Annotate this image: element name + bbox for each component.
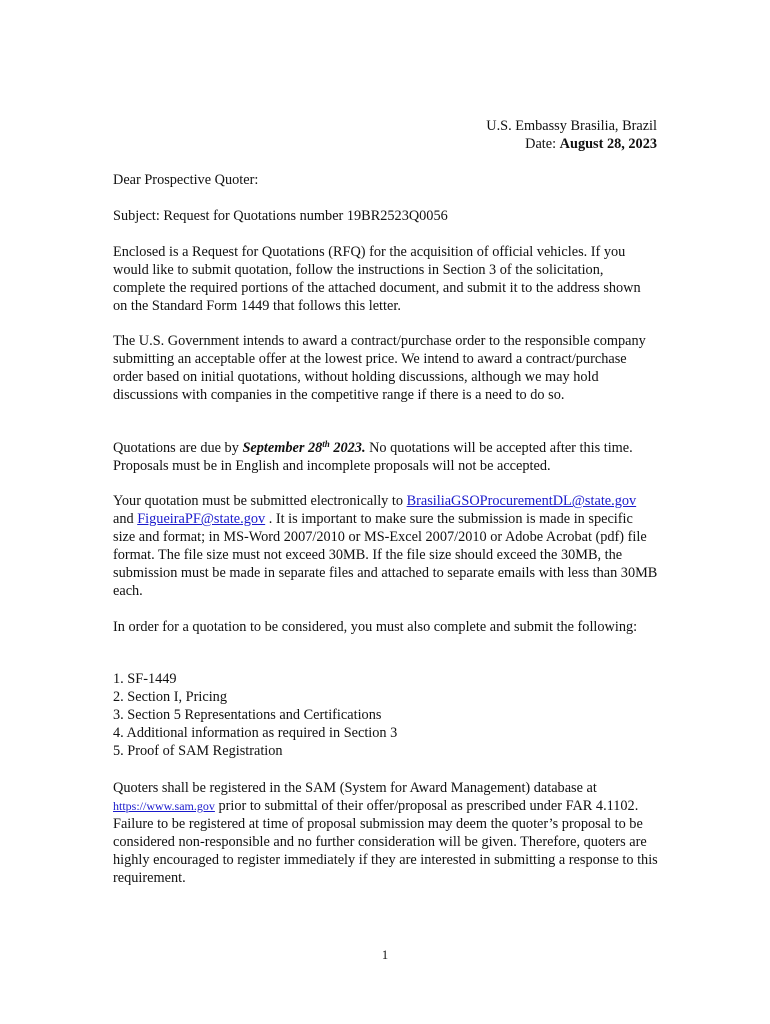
paragraph-rfq-intro: Enclosed is a Request for Quotations (RFQ) for the acquisition of official vehicles. If you would like to submit quotation, follow the instructions in Section 3 of the solicitation, complete the required portions of the attached document, and submit it to the address shown on the Standard Form 1449 that follows this letter. — [113, 244, 641, 314]
paragraph-award-intent: The U.S. Government intends to award a contract/purchase order to the responsible company submitting an acceptable offer at the lowest price. We intend to award a contract/purchase order based on initial quotations, without holding discussions, although we may hold discussions with companies in the competitive range if there is a need to do so. — [113, 333, 646, 403]
list-item: 2. Section I, Pricing — [113, 689, 227, 705]
date-label: Date: — [525, 136, 560, 152]
paragraph-submission — [113, 492, 658, 600]
due-date — [242, 440, 365, 456]
list-item: 3. Section 5 Representations and Certifications — [113, 707, 382, 723]
due-date-year: 2023. — [329, 440, 366, 456]
subject-line: Subject: Request for Quotations number 19BR2523Q0056 — [113, 208, 448, 224]
requirements-list — [113, 670, 658, 760]
date-value: August 28, 2023 — [559, 136, 657, 152]
email-link-figueira[interactable]: FigueiraPF@state.gov — [137, 511, 266, 527]
submission-pre: Your quotation must be submitted electronically to — [113, 493, 407, 509]
sam-pre: Quoters shall be registered in the SAM (System for Award Management) database at — [113, 780, 597, 796]
list-item: 4. Additional information as required in Section 3 — [113, 725, 398, 741]
list-item: 5. Proof of SAM Registration — [113, 743, 283, 759]
embassy-location: U.S. Embassy Brasilia, Brazil — [486, 118, 657, 134]
letter-date — [486, 135, 657, 153]
paragraph-due-date — [113, 439, 658, 475]
salutation: Dear Prospective Quoter: — [113, 172, 259, 188]
due-post: No quotations will be accepted after this time. Proposals must be in English and incomplete proposals will not be accepted. — [113, 440, 633, 474]
submission-and: and — [113, 511, 138, 527]
due-date-ordinal: th — [322, 439, 330, 449]
submission-post: . It is important to make sure the submission is made in specific size and format; in MS-Word 2007/2010 or MS-Excel 2007/2010 or Adobe Acrobat (pdf) file format. The file size must not exceed 30MB. If the file size should exceed the 30MB, the submission must be made in separate files and attached to separate emails with less than 30MB each. — [113, 511, 658, 599]
paragraph-requirements-intro: In order for a quotation to be considered, you must also complete and submit the following: — [113, 619, 638, 635]
letter-header — [486, 117, 657, 153]
paragraph-sam-registration — [113, 779, 658, 887]
sam-post: prior to submittal of their offer/proposal as prescribed under FAR 4.1102. Failure to be registered at time of proposal submission may deem the quoter’s proposal to be considered non-responsible and no further consideration will be given. Therefore, quoters are highly encouraged to register immediately if they are interested in submitting a response to this requirement. — [113, 798, 658, 886]
page-number: 1 — [381, 948, 389, 962]
email-link-gso[interactable]: BrasiliaGSOProcurementDL@state.gov — [406, 493, 637, 509]
due-pre: Quotations are due by — [113, 440, 243, 456]
sam-link[interactable]: https://www.sam.gov — [113, 799, 215, 813]
list-item: 1. SF-1449 — [113, 671, 177, 687]
due-date-month: September 28 — [242, 440, 323, 456]
